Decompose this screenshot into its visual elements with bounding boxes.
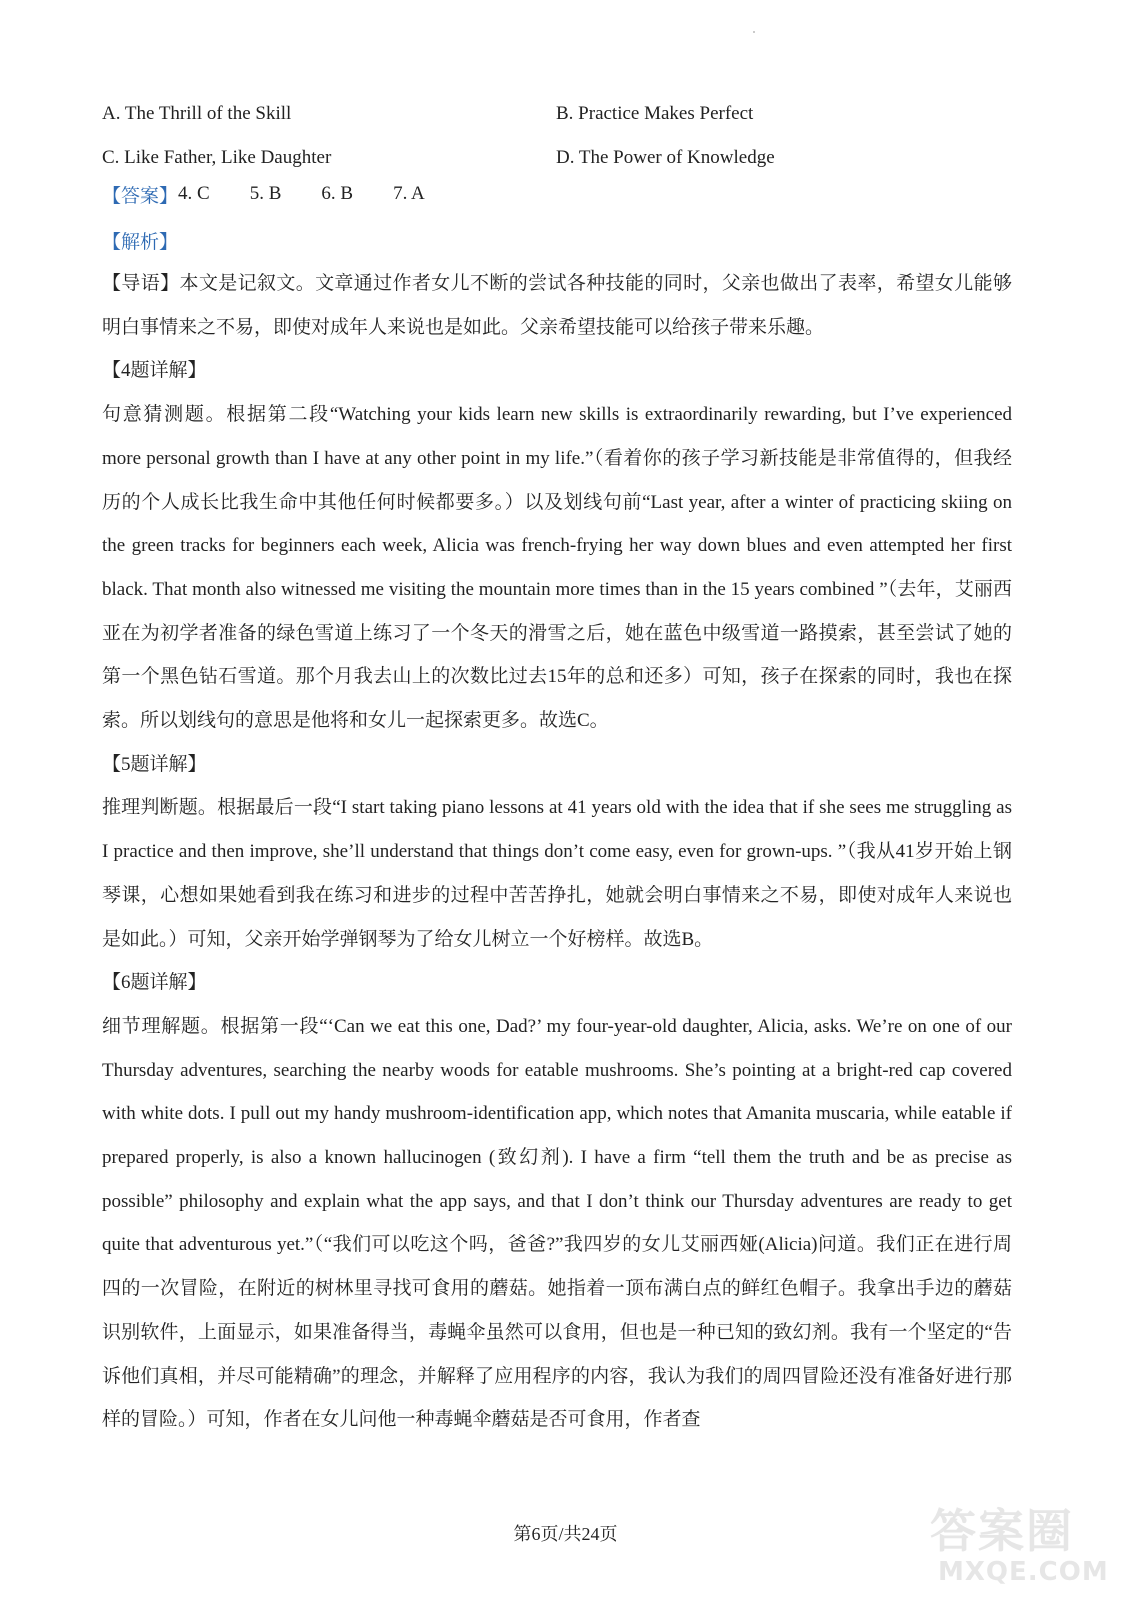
answer-label: 【答案】 xyxy=(102,185,179,207)
option-d: D. The Power of Knowledge xyxy=(556,147,775,168)
q4-text: 句意猜测题。根据第二段“Watching your kids learn new skills is extraordinarily rewarding, but I’ve experienced more personal growth than I have at any other point in my life.”（看着你的孩子学习新技能是非常值得的，但我经历的个人成长比我生命中其他任何时候都要多。）以及划线句前“Last year, after a winter of practicing skiing on the green tracks for beginners each week, Alicia was french-frying her way down blues and even attempted her first black. That month also witnessed me visiting the mountain more times than in the 15 years combined ”（去年，艾丽西亚在为初学者准备的绿色雪道上练习了一个冬天的滑雪之后，她在蓝色中级雪道一路摸索，甚至尝试了她的第一个黑色钻石雪道。那个月我去山上的次数比过去15年的总和还多）可知，孩子在探索的同时，我也在探索。所以划线句的意思是他将和女儿一起探索更多。故选C。 xyxy=(102,404,1012,732)
intro-paragraph xyxy=(102,262,1012,349)
q5-text: 推理判断题。根据最后一段“I start taking piano lessons at 41 years old with the idea that if she sees me struggling as I practice and then improve, she’ll understand that things don’t come easy, even for grown-ups. ”（我从41岁开始上钢琴课，心想如果她看到我在练习和进步的过程中苦苦挣扎，她就会明白事情来之不易，即使对成年人来说也是如此。）可知，父亲开始学弹钢琴为了给女儿树立一个好榜样。故选B。 xyxy=(102,797,1012,950)
analysis-label: 【解析】 xyxy=(102,231,179,253)
options-row-2 xyxy=(102,136,1022,180)
watermark-logo xyxy=(930,1495,1120,1595)
intro-label: 【导语】 xyxy=(102,273,180,294)
option-b: B. Practice Makes Perfect xyxy=(556,103,754,124)
intro-text: 本文是记叙文。文章通过作者女儿不断的尝试各种技能的同时，父亲也做出了表率，希望女儿能够明白事情来之不易，即使对成年人来说也是如此。父亲希望技能可以给孩子带来乐趣。 xyxy=(102,273,1012,338)
q6-title: 【6题详解】 xyxy=(102,972,207,994)
q5-title: 【5题详解】 xyxy=(102,753,207,775)
answer-item-4: 4. C xyxy=(178,183,210,204)
q6-text: 细节理解题。根据第一段“‘Can we eat this one, Dad?’ my four-year-old daughter, Alicia, asks. We’re on one of our Thursday adventures, searching the nearby woods for eatable mushrooms. She’s pointing at a bright-red cap covered with white dots. I pull out my handy mushroom-identification app, which notes that Amanita muscaria, while eatable if prepared properly, is also a known hallucinogen (致幻剂). I have a firm “tell them the truth and be as precise as possible” philosophy and explain what the app says, and that I don’t think our Thursday adventures are ready to get quite that adventurous yet.”（“我们可以吃这个吗，爸爸?”我四岁的女儿艾丽西娅(Alicia)问道。我们正在进行周四的一次冒险，在附近的树林里寻找可食用的蘑菇。她指着一顶布满白点的鲜红色帽子。我拿出手边的蘑菇识别软件，上面显示，如果准备得当，毒蝇伞虽然可以食用，但也是一种已知的致幻剂。我有一个坚定的“告诉他们真相，并尽可能精确”的理念，并解释了应用程序的内容，我认为我们的周四冒险还没有准备好进行那样的冒险。）可知，作者在女儿问他一种毒蝇伞蘑菇是否可食用，作者查 xyxy=(102,1015,1012,1431)
analysis-body xyxy=(102,262,1012,1442)
watermark-text: 答案圈 xyxy=(930,1504,1074,1558)
answer-line xyxy=(102,176,465,212)
q4-title: 【4题详解】 xyxy=(102,360,207,382)
watermark-url: MXQE.COM xyxy=(938,1557,1109,1587)
answer-item-7: 7. A xyxy=(393,183,425,204)
answer-item-5: 5. B xyxy=(249,183,282,204)
option-c: C. Like Father, Like Daughter xyxy=(102,147,332,168)
page-footer: 第6页/共24页 xyxy=(513,1524,618,1544)
answer-item-6: 6. B xyxy=(321,183,354,204)
scan-dot xyxy=(753,31,755,33)
options-row-1 xyxy=(102,92,1022,136)
option-a: A. The Thrill of the Skill xyxy=(102,103,292,124)
answer-options xyxy=(102,92,1022,180)
